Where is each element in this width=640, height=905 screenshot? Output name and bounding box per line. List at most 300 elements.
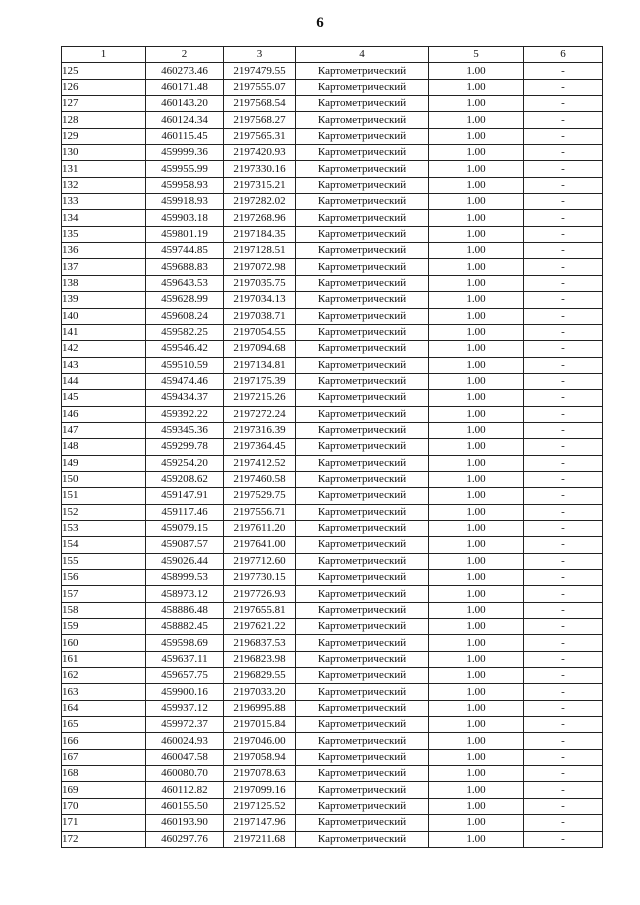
cell-point-number: 152 [62,504,146,520]
cell-method: Картометрический [296,373,429,389]
cell-y-coordinate: 2197034.13 [224,292,296,308]
cell-accuracy: 1.00 [429,488,524,504]
cell-x-coordinate: 459598.69 [146,635,224,651]
table-row [62,63,603,79]
cell-point-number: 170 [62,798,146,814]
cell-method: Картометрический [296,553,429,569]
cell-method: Картометрический [296,717,429,733]
table-row [62,79,603,95]
cell-point-number: 150 [62,471,146,487]
cell-note: - [524,63,603,79]
table-row [62,455,603,471]
cell-accuracy: 1.00 [429,341,524,357]
cell-x-coordinate: 459392.22 [146,406,224,422]
cell-y-coordinate: 2197147.96 [224,815,296,831]
cell-method: Картометрический [296,766,429,782]
table-row [62,308,603,324]
cell-x-coordinate: 459900.16 [146,684,224,700]
table-row [62,145,603,161]
cell-note: - [524,700,603,716]
cell-point-number: 139 [62,292,146,308]
cell-point-number: 141 [62,324,146,340]
cell-x-coordinate: 459345.36 [146,422,224,438]
cell-accuracy: 1.00 [429,700,524,716]
cell-point-number: 156 [62,570,146,586]
cell-accuracy: 1.00 [429,766,524,782]
cell-point-number: 145 [62,390,146,406]
cell-point-number: 159 [62,619,146,635]
cell-accuracy: 1.00 [429,177,524,193]
cell-x-coordinate: 459955.99 [146,161,224,177]
cell-point-number: 149 [62,455,146,471]
cell-y-coordinate: 2197099.16 [224,782,296,798]
cell-method: Картометрический [296,537,429,553]
cell-x-coordinate: 459546.42 [146,341,224,357]
cell-method: Картометрический [296,112,429,128]
cell-y-coordinate: 2196829.55 [224,668,296,684]
cell-y-coordinate: 2197211.68 [224,831,296,847]
cell-note: - [524,684,603,700]
table-row [62,520,603,536]
cell-x-coordinate: 460171.48 [146,79,224,95]
cell-accuracy: 1.00 [429,651,524,667]
table-row [62,341,603,357]
cell-point-number: 136 [62,243,146,259]
cell-accuracy: 1.00 [429,210,524,226]
cell-y-coordinate: 2197730.15 [224,570,296,586]
header-cell-2: 2 [146,47,224,63]
cell-point-number: 130 [62,145,146,161]
table-row [62,243,603,259]
cell-point-number: 144 [62,373,146,389]
cell-note: - [524,194,603,210]
cell-x-coordinate: 459657.75 [146,668,224,684]
cell-x-coordinate: 459026.44 [146,553,224,569]
cell-y-coordinate: 2197094.68 [224,341,296,357]
cell-accuracy: 1.00 [429,406,524,422]
cell-accuracy: 1.00 [429,798,524,814]
table-row [62,471,603,487]
cell-note: - [524,390,603,406]
cell-y-coordinate: 2197175.39 [224,373,296,389]
cell-method: Картометрический [296,635,429,651]
cell-x-coordinate: 460193.90 [146,815,224,831]
cell-method: Картометрический [296,700,429,716]
cell-point-number: 132 [62,177,146,193]
cell-y-coordinate: 2197054.55 [224,324,296,340]
cell-point-number: 125 [62,63,146,79]
cell-x-coordinate: 459117.46 [146,504,224,520]
cell-note: - [524,520,603,536]
cell-method: Картометрический [296,782,429,798]
cell-y-coordinate: 2197568.54 [224,96,296,112]
cell-y-coordinate: 2197460.58 [224,471,296,487]
cell-method: Картометрический [296,96,429,112]
cell-accuracy: 1.00 [429,815,524,831]
cell-x-coordinate: 460080.70 [146,766,224,782]
cell-method: Картометрический [296,668,429,684]
cell-y-coordinate: 2196995.88 [224,700,296,716]
cell-note: - [524,782,603,798]
cell-y-coordinate: 2197529.75 [224,488,296,504]
cell-x-coordinate: 458999.53 [146,570,224,586]
cell-accuracy: 1.00 [429,324,524,340]
cell-note: - [524,79,603,95]
cell-method: Картометрический [296,504,429,520]
cell-method: Картометрический [296,210,429,226]
cell-x-coordinate: 460112.82 [146,782,224,798]
cell-method: Картометрический [296,390,429,406]
cell-accuracy: 1.00 [429,635,524,651]
cell-note: - [524,733,603,749]
cell-y-coordinate: 2196823.98 [224,651,296,667]
cell-y-coordinate: 2197125.52 [224,798,296,814]
table-row [62,504,603,520]
cell-point-number: 164 [62,700,146,716]
cell-method: Картометрический [296,471,429,487]
cell-accuracy: 1.00 [429,128,524,144]
cell-point-number: 140 [62,308,146,324]
cell-x-coordinate: 459208.62 [146,471,224,487]
cell-point-number: 151 [62,488,146,504]
cell-point-number: 166 [62,733,146,749]
cell-method: Картометрический [296,79,429,95]
cell-point-number: 135 [62,226,146,242]
cell-point-number: 147 [62,422,146,438]
cell-x-coordinate: 460143.20 [146,96,224,112]
table-row [62,226,603,242]
cell-accuracy: 1.00 [429,226,524,242]
header-cell-6: 6 [524,47,603,63]
table-row [62,488,603,504]
cell-y-coordinate: 2197726.93 [224,586,296,602]
cell-method: Картометрический [296,406,429,422]
cell-point-number: 158 [62,602,146,618]
table-row [62,128,603,144]
cell-method: Картометрический [296,439,429,455]
cell-accuracy: 1.00 [429,570,524,586]
header-cell-4: 4 [296,47,429,63]
cell-x-coordinate: 460115.45 [146,128,224,144]
cell-accuracy: 1.00 [429,749,524,765]
table-row [62,422,603,438]
cell-method: Картометрический [296,488,429,504]
cell-accuracy: 1.00 [429,586,524,602]
cell-method: Картометрический [296,357,429,373]
cell-x-coordinate: 459299.78 [146,439,224,455]
cell-point-number: 134 [62,210,146,226]
cell-method: Картометрический [296,324,429,340]
cell-accuracy: 1.00 [429,782,524,798]
table-row [62,194,603,210]
cell-x-coordinate: 459510.59 [146,357,224,373]
cell-accuracy: 1.00 [429,259,524,275]
table-header [62,47,603,63]
cell-note: - [524,373,603,389]
cell-method: Картометрический [296,733,429,749]
table-row [62,798,603,814]
table-row [62,619,603,635]
cell-y-coordinate: 2197078.63 [224,766,296,782]
cell-point-number: 129 [62,128,146,144]
cell-accuracy: 1.00 [429,553,524,569]
cell-y-coordinate: 2197315.21 [224,177,296,193]
cell-x-coordinate: 459608.24 [146,308,224,324]
cell-x-coordinate: 459087.57 [146,537,224,553]
cell-note: - [524,177,603,193]
cell-accuracy: 1.00 [429,733,524,749]
cell-y-coordinate: 2197420.93 [224,145,296,161]
cell-method: Картометрический [296,831,429,847]
header-row [62,47,603,63]
cell-accuracy: 1.00 [429,308,524,324]
table-row [62,537,603,553]
cell-point-number: 153 [62,520,146,536]
cell-point-number: 167 [62,749,146,765]
table-row [62,782,603,798]
cell-x-coordinate: 459254.20 [146,455,224,471]
page-number: 6 [316,15,324,31]
cell-point-number: 162 [62,668,146,684]
cell-accuracy: 1.00 [429,79,524,95]
cell-method: Картометрический [296,194,429,210]
cell-method: Картометрический [296,749,429,765]
cell-method: Картометрический [296,684,429,700]
table-row [62,96,603,112]
table-row [62,161,603,177]
cell-y-coordinate: 2197272.24 [224,406,296,422]
cell-accuracy: 1.00 [429,145,524,161]
cell-x-coordinate: 459079.15 [146,520,224,536]
cell-note: - [524,651,603,667]
table-row [62,210,603,226]
cell-point-number: 169 [62,782,146,798]
cell-y-coordinate: 2197035.75 [224,275,296,291]
table-row [62,733,603,749]
cell-x-coordinate: 459628.99 [146,292,224,308]
table-row [62,684,603,700]
table-body [62,63,603,848]
cell-x-coordinate: 459643.53 [146,275,224,291]
cell-method: Картометрический [296,128,429,144]
cell-note: - [524,145,603,161]
cell-y-coordinate: 2197555.07 [224,79,296,95]
table-row [62,292,603,308]
cell-method: Картометрический [296,520,429,536]
cell-y-coordinate: 2197184.35 [224,226,296,242]
cell-method: Картометрический [296,63,429,79]
table-row [62,439,603,455]
cell-y-coordinate: 2197364.45 [224,439,296,455]
cell-y-coordinate: 2197568.27 [224,112,296,128]
cell-note: - [524,439,603,455]
table-row [62,668,603,684]
table-row [62,373,603,389]
cell-accuracy: 1.00 [429,194,524,210]
cell-accuracy: 1.00 [429,96,524,112]
table-row [62,112,603,128]
cell-point-number: 161 [62,651,146,667]
cell-y-coordinate: 2197128.51 [224,243,296,259]
cell-y-coordinate: 2197565.31 [224,128,296,144]
cell-note: - [524,324,603,340]
cell-accuracy: 1.00 [429,537,524,553]
cell-note: - [524,96,603,112]
table-row [62,259,603,275]
cell-x-coordinate: 459688.83 [146,259,224,275]
cell-point-number: 163 [62,684,146,700]
cell-x-coordinate: 459744.85 [146,243,224,259]
cell-y-coordinate: 2197058.94 [224,749,296,765]
table-row [62,390,603,406]
cell-method: Картометрический [296,308,429,324]
cell-accuracy: 1.00 [429,243,524,259]
cell-y-coordinate: 2197015.84 [224,717,296,733]
cell-x-coordinate: 459801.19 [146,226,224,242]
table-row [62,586,603,602]
cell-method: Картометрический [296,798,429,814]
cell-x-coordinate: 458882.45 [146,619,224,635]
table-row [62,635,603,651]
cell-accuracy: 1.00 [429,520,524,536]
cell-accuracy: 1.00 [429,112,524,128]
cell-note: - [524,292,603,308]
table-row [62,357,603,373]
cell-accuracy: 1.00 [429,717,524,733]
cell-method: Картометрический [296,619,429,635]
cell-note: - [524,210,603,226]
table-row [62,553,603,569]
cell-accuracy: 1.00 [429,455,524,471]
cell-note: - [524,619,603,635]
cell-note: - [524,586,603,602]
cell-note: - [524,226,603,242]
cell-accuracy: 1.00 [429,161,524,177]
cell-note: - [524,602,603,618]
cell-method: Картометрический [296,422,429,438]
cell-point-number: 154 [62,537,146,553]
cell-note: - [524,749,603,765]
cell-x-coordinate: 458886.48 [146,602,224,618]
cell-point-number: 165 [62,717,146,733]
cell-note: - [524,406,603,422]
table-row [62,177,603,193]
cell-method: Картометрический [296,161,429,177]
cell-note: - [524,798,603,814]
table-row [62,570,603,586]
cell-accuracy: 1.00 [429,63,524,79]
table-row [62,651,603,667]
cell-note: - [524,504,603,520]
cell-y-coordinate: 2197038.71 [224,308,296,324]
cell-point-number: 126 [62,79,146,95]
cell-note: - [524,815,603,831]
table-row [62,766,603,782]
cell-note: - [524,259,603,275]
cell-note: - [524,766,603,782]
cell-accuracy: 1.00 [429,275,524,291]
cell-note: - [524,668,603,684]
cell-method: Картометрический [296,815,429,831]
cell-y-coordinate: 2197215.26 [224,390,296,406]
cell-method: Картометрический [296,602,429,618]
cell-y-coordinate: 2197046.00 [224,733,296,749]
table-row [62,717,603,733]
cell-note: - [524,553,603,569]
cell-y-coordinate: 2197621.22 [224,619,296,635]
cell-note: - [524,275,603,291]
cell-note: - [524,635,603,651]
cell-y-coordinate: 2197072.98 [224,259,296,275]
cell-y-coordinate: 2197556.71 [224,504,296,520]
cell-point-number: 128 [62,112,146,128]
cell-note: - [524,831,603,847]
cell-x-coordinate: 460297.76 [146,831,224,847]
cell-accuracy: 1.00 [429,292,524,308]
cell-point-number: 127 [62,96,146,112]
cell-y-coordinate: 2196837.53 [224,635,296,651]
table-row [62,749,603,765]
cell-y-coordinate: 2197282.02 [224,194,296,210]
cell-point-number: 155 [62,553,146,569]
cell-accuracy: 1.00 [429,439,524,455]
coordinates-table [61,46,603,848]
cell-point-number: 157 [62,586,146,602]
cell-x-coordinate: 459958.93 [146,177,224,193]
header-cell-3: 3 [224,47,296,63]
cell-accuracy: 1.00 [429,471,524,487]
cell-note: - [524,308,603,324]
cell-accuracy: 1.00 [429,619,524,635]
cell-x-coordinate: 460024.93 [146,733,224,749]
table-row [62,831,603,847]
cell-x-coordinate: 460155.50 [146,798,224,814]
cell-point-number: 137 [62,259,146,275]
cell-note: - [524,570,603,586]
cell-note: - [524,422,603,438]
cell-note: - [524,112,603,128]
cell-method: Картометрический [296,292,429,308]
cell-y-coordinate: 2197412.52 [224,455,296,471]
cell-note: - [524,161,603,177]
cell-accuracy: 1.00 [429,357,524,373]
cell-point-number: 138 [62,275,146,291]
cell-method: Картометрический [296,570,429,586]
cell-y-coordinate: 2197268.96 [224,210,296,226]
table-row [62,700,603,716]
cell-x-coordinate: 459434.37 [146,390,224,406]
cell-method: Картометрический [296,145,429,161]
cell-y-coordinate: 2197479.55 [224,63,296,79]
cell-note: - [524,537,603,553]
cell-point-number: 171 [62,815,146,831]
cell-method: Картометрический [296,651,429,667]
cell-method: Картометрический [296,275,429,291]
cell-method: Картометрический [296,259,429,275]
cell-x-coordinate: 459918.93 [146,194,224,210]
cell-x-coordinate: 459147.91 [146,488,224,504]
cell-x-coordinate: 459937.12 [146,700,224,716]
cell-y-coordinate: 2197641.00 [224,537,296,553]
cell-method: Картометрический [296,341,429,357]
cell-point-number: 168 [62,766,146,782]
cell-y-coordinate: 2197316.39 [224,422,296,438]
cell-y-coordinate: 2197134.81 [224,357,296,373]
cell-x-coordinate: 459999.36 [146,145,224,161]
cell-point-number: 148 [62,439,146,455]
cell-method: Картометрический [296,586,429,602]
cell-note: - [524,455,603,471]
